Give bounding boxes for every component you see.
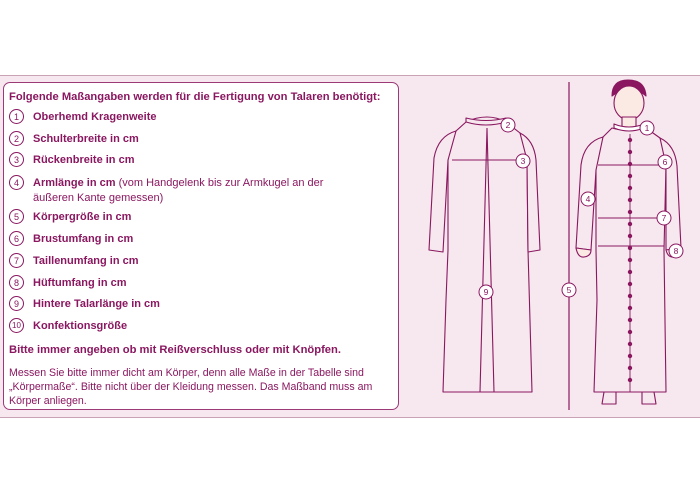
number-badge-3: 3	[9, 152, 24, 167]
svg-text:9: 9	[483, 287, 489, 297]
number-badge-1: 1	[9, 109, 24, 124]
marker-front-1	[640, 121, 654, 135]
measurement-label: Schulterbreite in cm	[33, 133, 139, 145]
panel-heading: Folgende Maßangaben werden für die Fertigung von Talaren benötigt:	[9, 91, 381, 103]
number-badge-4: 4	[9, 175, 24, 190]
svg-text:8: 8	[673, 246, 679, 256]
number-badge-10: 10	[9, 318, 24, 333]
svg-text:6: 6	[662, 157, 668, 167]
marker-back-2	[501, 118, 515, 132]
marker-front-8	[669, 244, 683, 258]
marker-back-9	[479, 285, 493, 299]
measurement-label: Rückenbreite in cm	[33, 154, 135, 166]
svg-text:2: 2	[505, 120, 511, 130]
svg-text:1: 1	[644, 123, 650, 133]
svg-text:4: 4	[585, 194, 591, 204]
number-badge-8: 8	[9, 275, 24, 290]
number-badge-5: 5	[9, 209, 24, 224]
marker-front-5	[562, 283, 576, 297]
right-shoe	[642, 392, 656, 404]
number-badge-7: 7	[9, 253, 24, 268]
number-badge-2: 2	[9, 131, 24, 146]
measurement-label: Oberhemd Kragenweite	[33, 111, 157, 123]
gown-buttons	[628, 138, 632, 382]
svg-text:3: 3	[520, 156, 526, 166]
left-shoe	[602, 392, 616, 404]
measurement-label: Konfektionsgröße	[33, 320, 128, 332]
measurement-label: Hintere Talarlänge in cm	[33, 298, 160, 310]
measurement-label: Hüftumfang in cm	[33, 277, 127, 289]
measurement-label: Körpergröße in cm	[33, 211, 132, 223]
measurement-label: Taillenumfang in cm	[33, 255, 139, 267]
marker-front-7	[657, 211, 671, 225]
closure-notice: Bitte immer angeben ob mit Reißverschluss oder mit Knöpfen.	[9, 344, 341, 356]
marker-front-6	[658, 155, 672, 169]
measurement-note: (vom Handgelenk bis zur Armkugel an der äußeren Kante gemessen)	[33, 177, 324, 204]
marker-back-3	[516, 154, 530, 168]
measurement-label: Brustumfang in cm	[33, 233, 134, 245]
svg-text:7: 7	[661, 213, 667, 223]
neck	[622, 117, 636, 127]
marker-front-4	[581, 192, 595, 206]
face-icon	[614, 86, 644, 120]
left-hand	[576, 248, 591, 257]
svg-text:5: 5	[566, 285, 572, 295]
number-badge-6: 6	[9, 231, 24, 246]
measuring-instructions: Messen Sie bitte immer dicht am Körper, denn alle Maße in der Tabelle sind „Körpermaße“. Bitte nicht über der Kleidung messen. Das Maßband muss am Körper anliegen.	[9, 367, 373, 407]
number-badge-9: 9	[9, 296, 24, 311]
measurement-label: Armlänge in cm (vom Handgelenk bis zur Armkugel an der äußeren Kante gemessen)	[33, 177, 324, 204]
